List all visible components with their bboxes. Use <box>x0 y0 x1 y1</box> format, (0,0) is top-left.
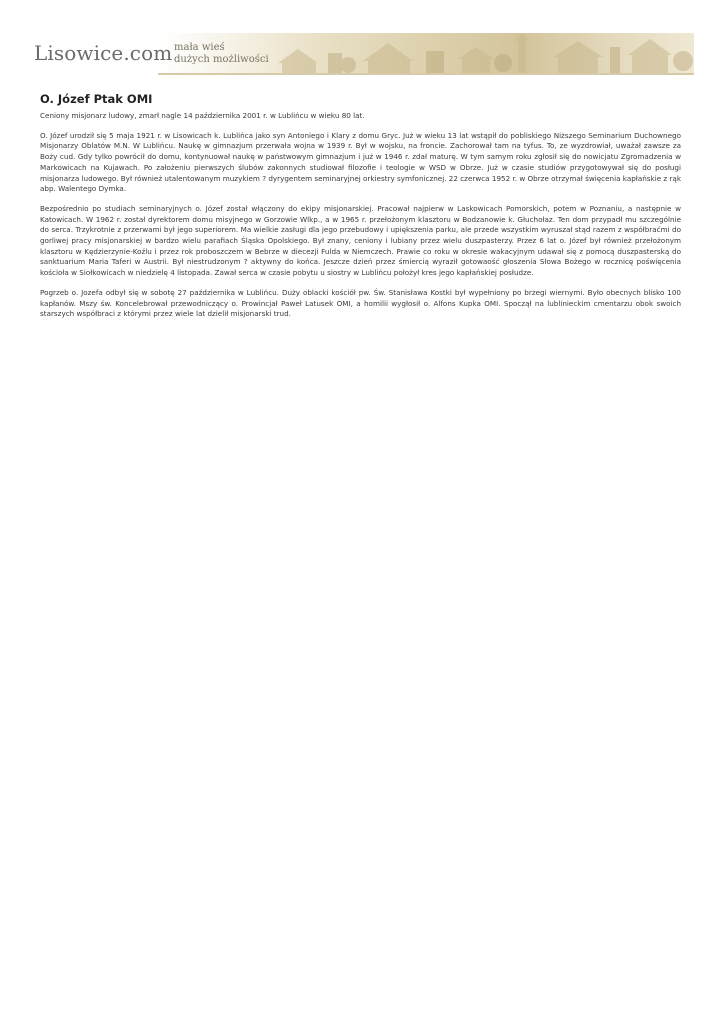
tagline-line-1: mała wieś <box>174 42 225 53</box>
article-paragraph-3: Bezpośrednio po studiach seminaryjnych o. Józef został włączony do ekipy misjonarskiej. Pracował najpierw w Laskowicach Pomorskich, potem w Poznaniu, a następnie w Katowicach. W 1962 r. został dyrektorem domu misyjnego w Gorzowie Wlkp., a w 1965 r. przełożonym klasztoru w Bodzanowie k. Głuchołaz. Ten dom przypadł mu szczególnie do serca. Trzykrotnie z przerwami był jego superiorem. Ma wielkie zasługi dla jego przebudowy i upiększenia parku, ale przede wszystkim wyruszał stąd razem z współbraćmi do gorliwej pracy misjonarskiej w bardzo wielu parafiach Śląska Opolskiego. Był znany, ceniony i lubiany przez wielu duszpasterzy. Przez 6 lat o. Józef był również przełożonym klasztoru w Kędzierzynie-Koźlu i przez rok proboszczem w Bebrze w diecezji Fulda w Niemczech. Prawie co roku w okresie wakacyjnym udawał się z pomocą duszpasterską do sanktuarium Maria Taferi w Austrii. Był niestrudzonym ? aktywny do końca. Jeszcze dzień przez śmiercią wyraził gotowaość głoszenia Słowa Bożego w rocznicę poświęcenia kościoła w Siołkowicach w niedzielę 4 listopada. Zawał serca w czasie pobytu u siostry w Lublińcu położył kres jego kapłańskiej posłudze. <box>40 203 681 278</box>
banner-bottom-line <box>158 73 694 75</box>
tagline-line-2: dużych możliwości <box>174 54 269 65</box>
article-paragraph-2: O. Józef urodził się 5 maja 1921 r. w Lisowicach k. Lublińca jako syn Antoniego i Klary z domu Gryc. Już w wieku 13 lat wstąpił do pobliskiego Niższego Seminarium Duchownego Misjonarzy Oblatów M.N. W Lublińcu. Naukę w gimnazjum przerwała wojna w 1939 r. Był w wojsku, na froncie. Zachorował tam na tyfus. To, ze wyzdrowiał, uważał zawsze za Boży cud. Gdy tylko powrócił do domu, kontynuował naukę w państwowym gimnazjum i już w 1946 r. zdał maturę. W tym samym roku zgłosił się do nowicjatu Zgromadzenia w Markowicach na Kujawach. Po założeniu pierwszych ślubów zakonnych studiował filozofie i teologie w WSD w Obrze. Już w czasie studiów przygotowywał się do posługi misjonarza ludowego. Był również utalentowanym muzykiem ? dyrygentem seminaryjnej orkiestry symfonicznej. 22 czerwca 1952 r. w Obrze otrzymał święcenia kapłańskie z rąk abp. Walentego Dymka. <box>40 130 681 194</box>
site-tagline <box>174 42 269 66</box>
site-logo[interactable]: Lisowice.com <box>34 41 173 65</box>
article-paragraph-4: Pogrzeb o. Jozefa odbył się w sobotę 27 października w Lublińcu. Duży oblacki kościół pw. Św. Stanisława Kostki był wypełniony po brzegi wiernymi. Było obecnych blisko 100 kapłanów. Mszy św. Koncelebrował przewodniczący o. Prowincjał Paweł Latusek OMI, a homilii wygłosił o. Alfons Kupka OMI. Spoczął na lublinieckim cmentarzu obok swoich starszych współbraci z którymi przez wiele lat dzielił misjonarski trud. <box>40 287 681 319</box>
article-title: O. Józef Ptak OMI <box>40 92 153 106</box>
article-content <box>40 92 681 329</box>
article-paragraph-1: Ceniony misjonarz ludowy, zmarł nagle 14 października 2001 r. w Lublińcu w wieku 80 lat. <box>40 111 365 120</box>
site-header-banner <box>30 33 694 75</box>
